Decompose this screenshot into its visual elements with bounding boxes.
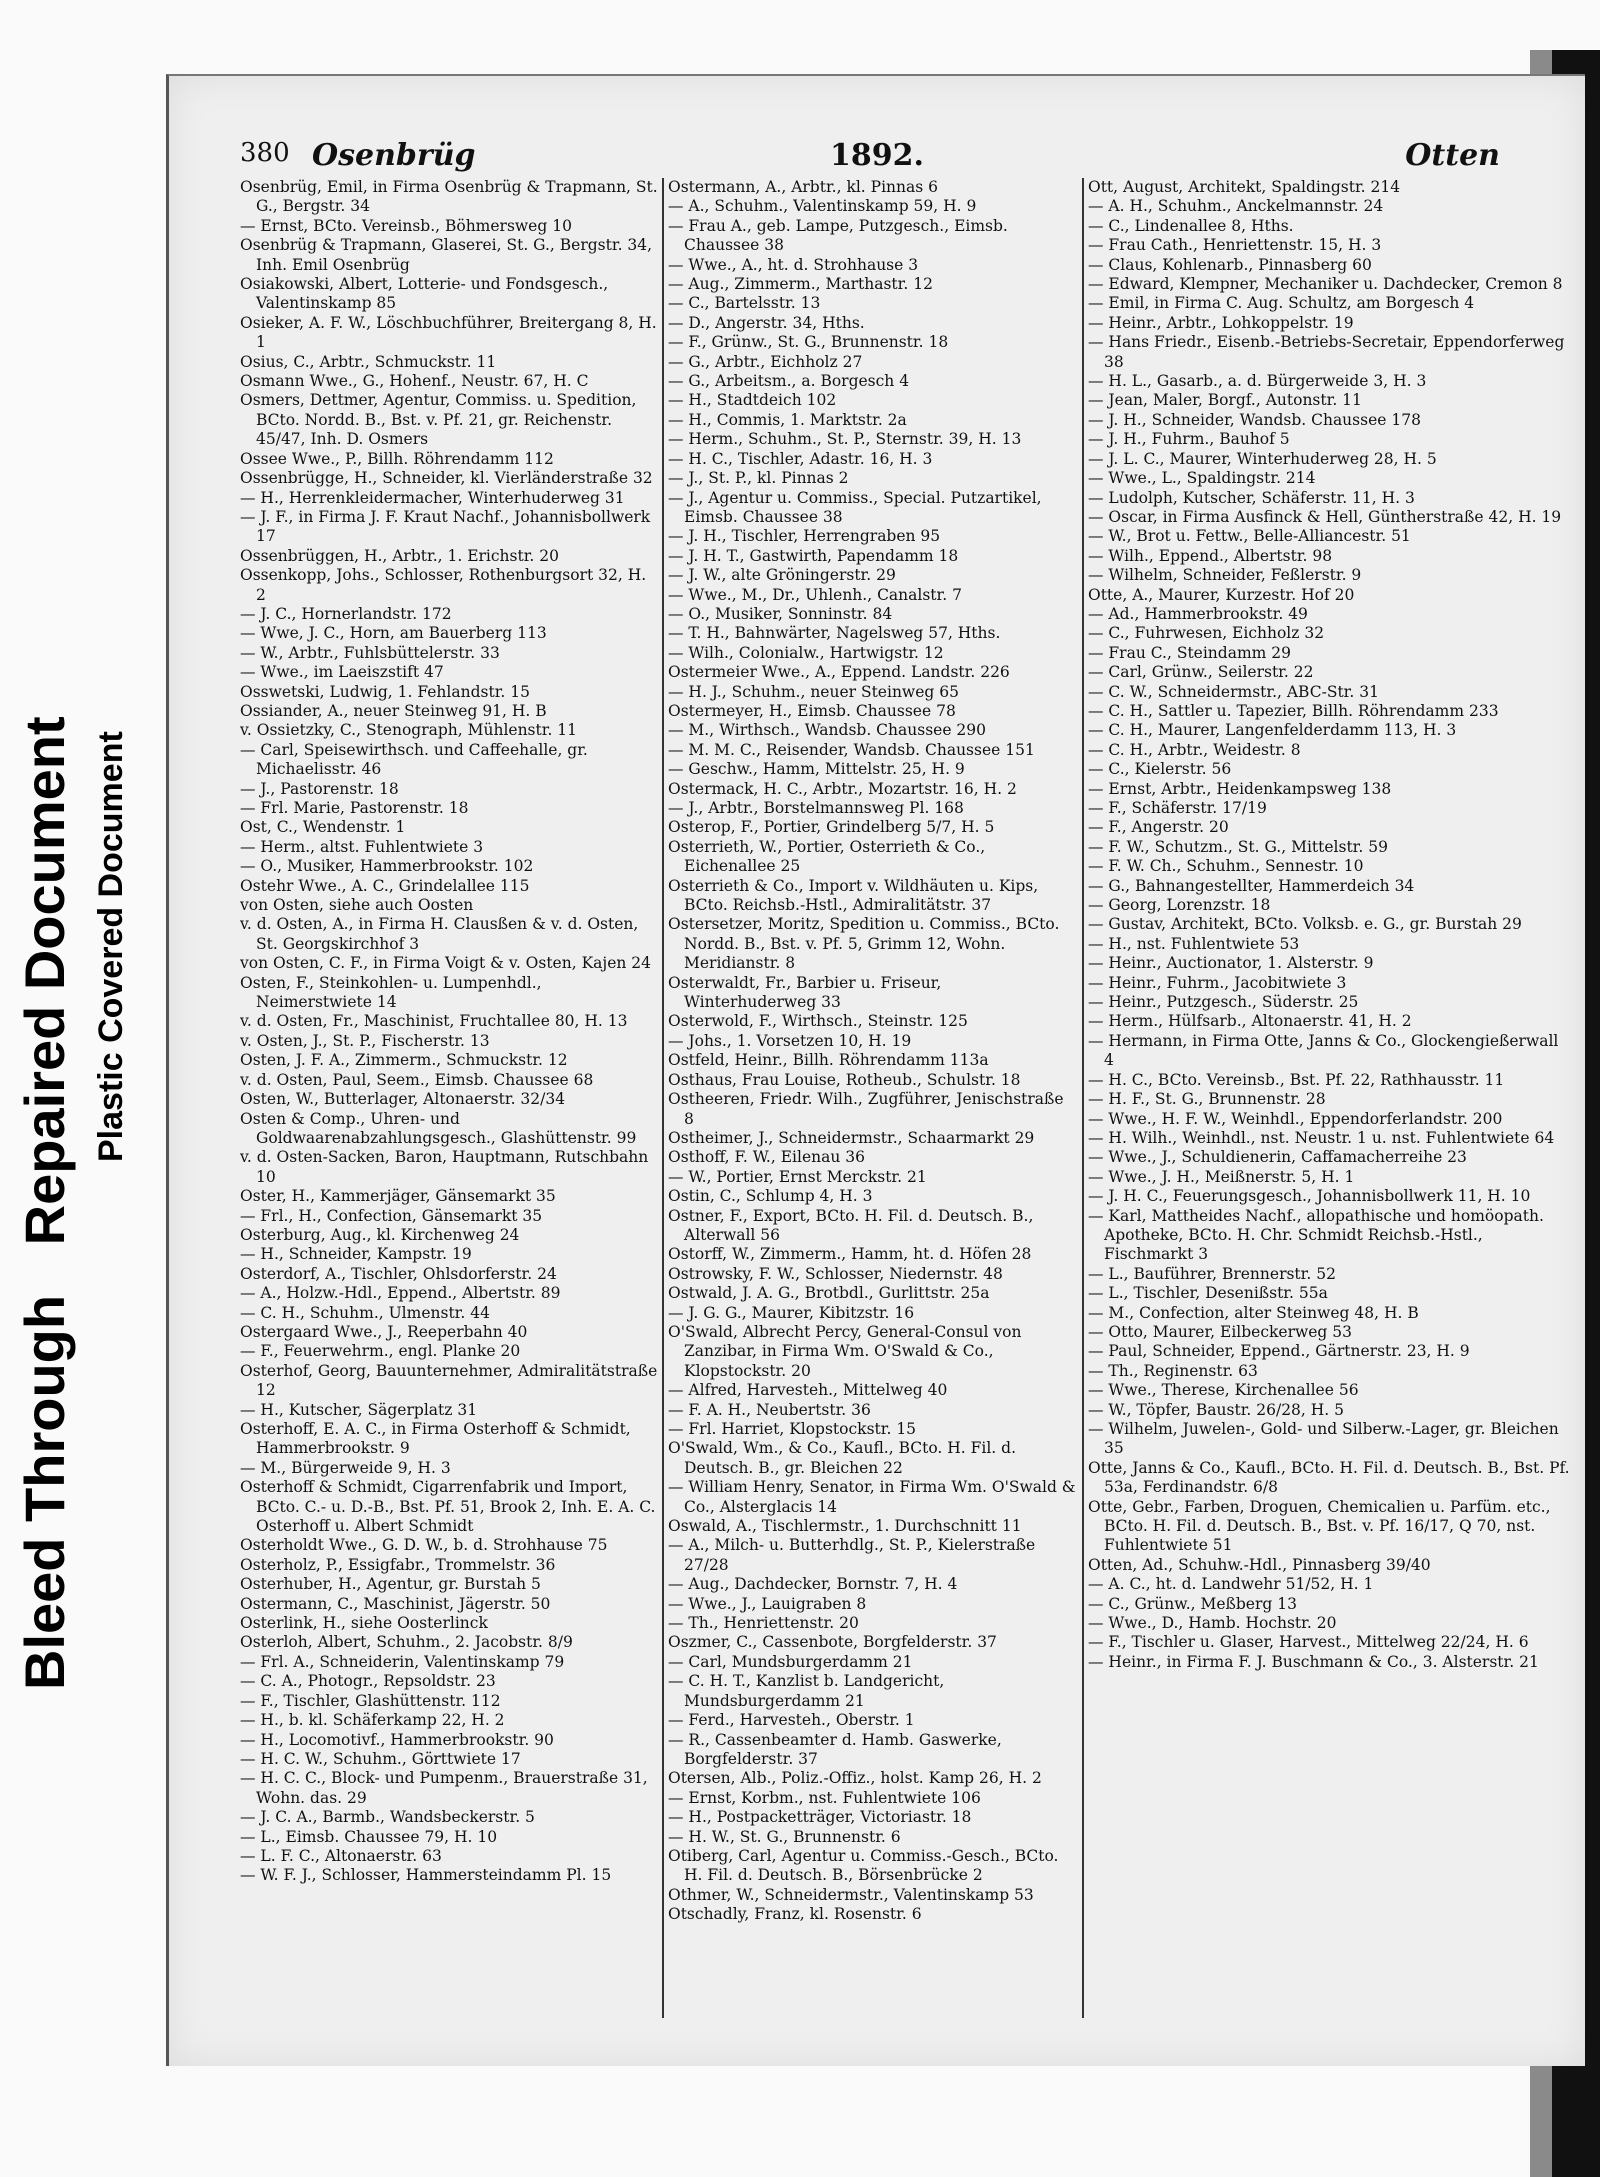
directory-entry: — H. W., St. G., Brunnenstr. 6	[668, 1827, 901, 1846]
directory-entry: Ostrowsky, F. W., Schlosser, Niedernstr. 48	[668, 1264, 1003, 1283]
directory-entry: v. d. Osten-Sacken, Baron, Hauptmann, Rutschbahn 10	[240, 1148, 649, 1186]
directory-entry: — Geschw., Hamm, Mittelstr. 25, H. 9	[668, 760, 965, 779]
directory-entry: — J. G. G., Maurer, Kibitzstr. 16	[668, 1303, 915, 1322]
directory-entry: — G., Arbtr., Eichholz 27	[668, 352, 863, 371]
directory-entry: — H. L., Gasarb., a. d. Bürgerweide 3, H. 3	[1088, 372, 1427, 391]
directory-entry: — C., Kielerstr. 56	[1088, 760, 1232, 779]
directory-entry: — H., Kutscher, Sägerplatz 31	[240, 1400, 478, 1419]
directory-entry: Ostner, F., Export, BCto. H. Fil. d. Deutsch. B., Alterwall 56	[668, 1206, 1034, 1244]
directory-entry: — Frl. Marie, Pastorenstr. 18	[240, 799, 469, 817]
directory-entry: Osieker, A. F. W., Löschbuchführer, Breitergang 8, H. 1	[240, 313, 657, 352]
directory-entry: — H., b. kl. Schäferkamp 22, H. 2	[240, 1711, 505, 1730]
directory-entry: Osenbrüg, Emil, in Firma Osenbrüg & Trapmann, St. G., Bergstr. 34	[240, 178, 658, 216]
directory-entry: — Heinr., Arbtr., Lohkoppelstr. 19	[1088, 313, 1354, 332]
directory-entry: — J. W., alte Gröningerstr. 29	[668, 566, 896, 585]
directory-entry: — Carl, Speisewirthsch. und Caffeehalle, gr. Michaelisstr. 46	[240, 740, 588, 779]
directory-entry: — O., Musiker, Sonninstr. 84	[668, 604, 893, 623]
directory-entry: — A. H., Schuhm., Anckelmannstr. 24	[1088, 197, 1384, 216]
directory-entry: — F., Grünw., St. G., Brunnenstr. 18	[668, 333, 949, 352]
directory-entry: Osius, C., Arbtr., Schmuckstr. 11	[240, 352, 497, 371]
directory-entry: — H., Stadtdeich 102	[668, 391, 837, 410]
directory-entry: — Wwe., D., Hamb. Hochstr. 20	[1088, 1614, 1337, 1633]
directory-entry: — Heinr., Fuhrm., Jacobitwiete 3	[1088, 973, 1347, 992]
label-plastic-covered: Plastic Covered Document	[92, 731, 130, 1162]
directory-entry: — Karl, Mattheides Nachf., allopathische und homöopath. Apotheke, BCto. H. Chr. Schmidt Reichsb.-Hstl., Fischmarkt 3	[1088, 1206, 1544, 1264]
directory-entry: — Frau A., geb. Lampe, Putzgesch., Eimsb. Chaussee 38	[668, 216, 1008, 255]
directory-entry: Ostersetzer, Moritz, Spedition u. Commiss., BCto. Nordd. B., Bst. v. Pf. 5, Grimm 12, Wohn. Meridianstr. 8	[668, 915, 1060, 973]
directory-entry: — F., Schäferstr. 17/19	[1088, 799, 1267, 817]
directory-entry: — L., Tischler, Desenißstr. 55a	[1088, 1284, 1328, 1303]
directory-entry: — Wwe, J. C., Horn, am Bauerberg 113	[240, 624, 547, 643]
directory-entry: — F., Angerstr. 20	[1088, 818, 1229, 837]
directory-entry: — M. M. C., Reisender, Wandsb. Chaussee 151	[668, 740, 1035, 759]
directory-entry: — J., Arbtr., Borstelmannsweg Pl. 168	[668, 799, 964, 817]
directory-entry: — G., Arbeitsm., a. Borgesch 4	[668, 372, 910, 391]
directory-entry: — Wilh., Colonialw., Hartwigstr. 12	[668, 643, 944, 662]
directory-entry: Osthoff, F. W., Eilenau 36	[668, 1148, 865, 1167]
directory-column-2	[668, 178, 1078, 2038]
directory-entry: — C., Lindenallee 8, Hths.	[1088, 216, 1294, 235]
directory-entry: Osthaus, Frau Louise, Rotheub., Schulstr. 18	[668, 1070, 1021, 1089]
directory-entry: Ost, C., Wendenstr. 1	[240, 818, 406, 837]
directory-entry: Ossenkopp, Johs., Schlosser, Rothenburgsort 32, H. 2	[240, 566, 647, 604]
directory-entry: — Heinr., Auctionator, 1. Alsterstr. 9	[1088, 954, 1374, 973]
directory-entry: — H., Commis, 1. Marktstr. 2a	[668, 410, 907, 429]
directory-entry: — Wwe., L., Spaldingstr. 214	[1088, 469, 1316, 488]
directory-entry: — Wwe., J., Lauigraben 8	[668, 1594, 867, 1613]
directory-entry: — J. H. T., Gastwirth, Papendamm 18	[668, 546, 959, 565]
directory-entry: — Ernst, Arbtr., Heidenkampsweg 138	[1088, 779, 1392, 798]
directory-entry: Osswetski, Ludwig, 1. Fehlandstr. 15	[240, 682, 530, 701]
directory-entry: — C., Fuhrwesen, Eichholz 32	[1088, 624, 1325, 643]
directory-entry: — Wwe., H. F. W., Weinhdl., Eppendorferlandstr. 200	[1088, 1109, 1503, 1128]
directory-entry: — Georg, Lorenzstr. 18	[1088, 896, 1271, 915]
right-running-title: Otten	[1405, 138, 1500, 173]
directory-entry: — J. H. C., Feuerungsgesch., Johannisbollwerk 11, H. 10	[1088, 1187, 1531, 1206]
directory-entry: Ostermack, H. C., Arbtr., Mozartstr. 16, H. 2	[668, 779, 1017, 798]
directory-entry: — J., Agentur u. Commiss., Special. Putzartikel, Eimsb. Chaussee 38	[668, 488, 1042, 526]
directory-entry: — J., Pastorenstr. 18	[240, 779, 399, 798]
directory-entry: — W. F. J., Schlosser, Hammersteindamm Pl. 15	[240, 1866, 612, 1885]
directory-entry: Oswald, A., Tischlermstr., 1. Durchschnitt 11	[668, 1517, 1022, 1536]
directory-entry: — Hermann, in Firma Otte, Janns & Co., Glockengießerwall 4	[1088, 1031, 1559, 1070]
directory-entry: — A., Schuhm., Valentinskamp 59, H. 9	[668, 197, 977, 216]
directory-column-3	[1088, 178, 1570, 2038]
directory-entry: — W., Brot u. Fettw., Belle-Alliancestr. 51	[1088, 527, 1411, 546]
directory-entry: — A., Milch- u. Butterhdlg., St. P., Kielerstraße 27/28	[668, 1536, 1036, 1574]
directory-entry: — J. F., in Firma J. F. Kraut Nachf., Johannisbollwerk 17	[240, 507, 651, 546]
page-number: 380	[240, 138, 290, 168]
directory-entry: — J. H., Fuhrm., Bauhof 5	[1088, 430, 1290, 449]
directory-entry: — Aug., Dachdecker, Bornstr. 7, H. 4	[668, 1575, 958, 1594]
column-divider	[662, 178, 664, 2018]
directory-entry: Osten, J. F. A., Zimmerm., Schmuckstr. 12	[240, 1051, 568, 1070]
directory-entry: — H., Postpacketträger, Victoriastr. 18	[668, 1808, 972, 1827]
directory-entry: — Herm., Schuhm., St. P., Sternstr. 39, H. 13	[668, 430, 1022, 449]
directory-entry: v. d. Osten, Fr., Maschinist, Fruchtallee 80, H. 13	[240, 1012, 628, 1031]
directory-entry: — J. L. C., Maurer, Winterhuderweg 28, H. 5	[1088, 449, 1437, 468]
directory-entry: Osten & Comp., Uhren- und Goldwaarenabzahlungsgesch., Glashüttenstr. 99	[240, 1109, 637, 1147]
column-divider	[1082, 178, 1084, 2018]
directory-entry: — C. H., Schuhm., Ulmenstr. 44	[240, 1303, 490, 1322]
directory-entry: Ostermeier Wwe., A., Eppend. Landstr. 226	[668, 663, 1010, 682]
directory-entry: — A., Holzw.-Hdl., Eppend., Albertstr. 89	[240, 1284, 561, 1303]
directory-entry: Otersen, Alb., Poliz.-Offiz., holst. Kamp 26, H. 2	[668, 1769, 1042, 1788]
directory-entry: Osterrieth, W., Portier, Osterrieth & Co., Eichenallee 25	[668, 837, 986, 876]
directory-entry: — C. H., Sattler u. Tapezier, Billh. Röhrendamm 233	[1088, 701, 1499, 720]
directory-entry: Osiakowski, Albert, Lotterie- und Fondsgesch., Valentinskamp 85	[240, 275, 609, 313]
directory-entry: Ott, August, Architekt, Spaldingstr. 214	[1088, 178, 1401, 196]
directory-entry: — Johs., 1. Vorsetzen 10, H. 19	[668, 1031, 912, 1050]
directory-entry: Ossenbrüggen, H., Arbtr., 1. Erichstr. 20	[240, 546, 560, 565]
directory-entry: — Emil, in Firma C. Aug. Schultz, am Borgesch 4	[1088, 294, 1475, 313]
directory-entry: — D., Angerstr. 34, Hths.	[668, 313, 865, 332]
directory-entry: — L., Bauführer, Brennerstr. 52	[1088, 1264, 1336, 1283]
directory-entry: — Wwe., im Laeiszstift 47	[240, 663, 444, 682]
directory-entry: v. d. Osten, A., in Firma H. Clausßen & v. d. Osten, St. Georgskirchhof 3	[240, 915, 639, 953]
directory-entry: Osterwaldt, Fr., Barbier u. Friseur, Winterhuderweg 33	[668, 973, 942, 1012]
directory-entry: — H., Locomotivf., Hammerbrookstr. 90	[240, 1730, 554, 1749]
directory-entry: — Ferd., Harvesteh., Oberstr. 1	[668, 1711, 915, 1730]
directory-entry: — O., Musiker, Hammerbrookstr. 102	[240, 857, 534, 876]
directory-entry: — Frl. A., Schneiderin, Valentinskamp 79	[240, 1652, 565, 1671]
directory-entry: — M., Wirthsch., Wandsb. Chaussee 290	[668, 721, 987, 740]
directory-entry: Ostehr Wwe., A. C., Grindelallee 115	[240, 876, 530, 895]
directory-entry: Osmers, Dettmer, Agentur, Commiss. u. Spedition, BCto. Nordd. B., Bst. v. Pf. 21, gr. Reichenstr. 45/47, Inh. D. Osmers	[240, 391, 637, 449]
directory-entry: — J. H., Schneider, Wandsb. Chaussee 178	[1088, 410, 1421, 429]
directory-entry: — Edward, Klempner, Mechaniker u. Dachdecker, Cremon 8	[1088, 275, 1563, 294]
directory-entry: — Wwe., A., ht. d. Strohhause 3	[668, 255, 919, 274]
directory-entry: — W., Arbtr., Fuhlsbüttelerstr. 33	[240, 643, 500, 662]
directory-entry: — Frau C., Steindamm 29	[1088, 643, 1291, 662]
directory-entry: — Wwe., Therese, Kirchenallee 56	[1088, 1381, 1359, 1400]
directory-entry: — T. H., Bahnwärter, Nagelsweg 57, Hths.	[668, 624, 1001, 643]
directory-entry: Osterhuber, H., Agentur, gr. Burstah 5	[240, 1575, 541, 1594]
directory-entry: — Jean, Maler, Borgf., Autonstr. 11	[1088, 391, 1362, 410]
directory-entry: — F., Tischler u. Glaser, Harvest., Mittelweg 22/24, H. 6	[1088, 1633, 1529, 1652]
directory-entry: Osterrieth & Co., Import v. Wildhäuten u. Kips, BCto. Reichsb.-Hstl., Admiralitätstr. 37	[668, 876, 1039, 915]
side-label-group	[12, 682, 77, 1690]
directory-entry: — C. A., Photogr., Repsoldstr. 23	[240, 1672, 496, 1691]
directory-entry: — Frl. Harriet, Klopstockstr. 15	[668, 1420, 917, 1438]
page-header	[240, 138, 1560, 178]
directory-entry: von Osten, siehe auch Oosten	[240, 896, 474, 915]
directory-entry: — F. W., Schutzm., St. G., Mittelstr. 59	[1088, 837, 1388, 856]
directory-entry: Osterop, F., Portier, Grindelberg 5/7, H. 5	[668, 818, 995, 837]
directory-entry: — Aug., Zimmerm., Marthastr. 12	[668, 275, 933, 294]
directory-entry: — William Henry, Senator, in Firma Wm. O'Swald & Co., Alsterglacis 14	[668, 1478, 1076, 1516]
directory-entry: — M., Bürgerweide 9, H. 3	[240, 1458, 451, 1477]
directory-entry: — Carl, Grünw., Seilerstr. 22	[1088, 663, 1314, 682]
directory-entry: — W., Töpfer, Baustr. 26/28, H. 5	[1088, 1400, 1345, 1419]
left-running-title: Osenbrüg	[312, 138, 476, 173]
directory-entry: Ossee Wwe., P., Billh. Röhrendamm 112	[240, 449, 554, 468]
directory-entry: — H. C., Tischler, Adastr. 16, H. 3	[668, 449, 933, 468]
directory-entry: — Alfred, Harvesteh., Mittelweg 40	[668, 1381, 948, 1400]
directory-entry: Ostheimer, J., Schneidermstr., Schaarmarkt 29	[668, 1128, 1035, 1147]
directory-entry: — C. H., Maurer, Langenfelderdamm 113, H. 3	[1088, 721, 1457, 740]
directory-entry: — J. C. A., Barmb., Wandsbeckerstr. 5	[240, 1808, 535, 1827]
directory-entry: — M., Confection, alter Steinweg 48, H. B	[1088, 1303, 1419, 1322]
directory-entry: — J., St. P., kl. Pinnas 2	[668, 469, 849, 488]
directory-entry: — F. A. H., Neubertstr. 36	[668, 1400, 871, 1419]
directory-entry: — Hans Friedr., Eisenb.-Betriebs-Secretair, Eppendorferweg 38	[1088, 333, 1565, 371]
directory-entry: — H. C., BCto. Vereinsb., Bst. Pf. 22, Rathhausstr. 11	[1088, 1070, 1505, 1089]
directory-entry: Otte, A., Maurer, Kurzestr. Hof 20	[1088, 585, 1355, 604]
directory-entry: Ostermann, C., Maschinist, Jägerstr. 50	[240, 1594, 551, 1613]
directory-entry: — L., Eimsb. Chaussee 79, H. 10	[240, 1827, 498, 1846]
directory-entry: — C. W., Schneidermstr., ABC-Str. 31	[1088, 682, 1379, 701]
directory-entry: — Wwe., M., Dr., Uhlenh., Canalstr. 7	[668, 585, 962, 604]
directory-entry: Osmann Wwe., G., Hohenf., Neustr. 67, H. C	[240, 372, 589, 391]
directory-entry: — H. F., St. G., Brunnenstr. 28	[1088, 1090, 1326, 1109]
directory-entry: — Paul, Schneider, Eppend., Gärtnerstr. 23, H. 9	[1088, 1342, 1470, 1361]
directory-entry: — H. Wilh., Weinhdl., nst. Neustr. 1 u. nst. Fuhlentwiete 64	[1088, 1128, 1555, 1147]
directory-entry: Otten, Ad., Schuhw.-Hdl., Pinnasberg 39/40	[1088, 1555, 1431, 1574]
directory-entry: — Heinr., Putzgesch., Süderstr. 25	[1088, 993, 1359, 1012]
directory-entry: Otte, Gebr., Farben, Droguen, Chemicalien u. Parfüm. etc., BCto. H. Fil. d. Deutsch. B., Bst. v. Pf. 16/17, Q 70, nst. Fuhlentwiete 51	[1088, 1497, 1551, 1555]
directory-entry: — Carl, Mundsburgerdamm 21	[668, 1652, 913, 1671]
directory-entry: — F., Feuerwehrm., engl. Planke 20	[240, 1342, 521, 1361]
directory-entry: — Gustav, Architekt, BCto. Volksb. e. G., gr. Burstah 29	[1088, 915, 1522, 934]
directory-entry: Ostergaard Wwe., J., Reeperbahn 40	[240, 1322, 528, 1341]
directory-entry: — H. C. C., Block- und Pumpenm., Brauerstraße 31, Wohn. das. 29	[240, 1769, 648, 1807]
directory-entry: — J. H., Tischler, Herrengraben 95	[668, 527, 941, 546]
directory-entry: — H. C. W., Schuhm., Görttwiete 17	[240, 1749, 521, 1768]
directory-entry: v. d. Osten, Paul, Seem., Eimsb. Chaussee 68	[240, 1070, 594, 1089]
directory-entry: — C., Bartelsstr. 13	[668, 294, 821, 313]
directory-entry: — C. H., Arbtr., Weidestr. 8	[1088, 740, 1301, 759]
directory-entry: — Th., Henriettenstr. 20	[668, 1614, 859, 1633]
directory-entry: — A. C., ht. d. Landwehr 51/52, H. 1	[1088, 1575, 1374, 1594]
directory-entry: — H., nst. Fuhlentwiete 53	[1088, 934, 1300, 953]
directory-entry: — J. C., Hornerlandstr. 172	[240, 604, 452, 623]
directory-entry: — Otto, Maurer, Eilbeckerweg 53	[1088, 1322, 1353, 1341]
directory-entry: — C., Grünw., Meßberg 13	[1088, 1594, 1297, 1613]
directory-entry: Oszmer, C., Cassenbote, Borgfelderstr. 37	[668, 1633, 997, 1652]
directory-entry: — Ludolph, Kutscher, Schäferstr. 11, H. 3	[1088, 488, 1415, 507]
directory-entry: — Frl., H., Confection, Gänsemarkt 35	[240, 1206, 543, 1225]
directory-entry: — F. W. Ch., Schuhm., Sennestr. 10	[1088, 857, 1364, 876]
directory-entry: Ossenbrügge, H., Schneider, kl. Vierländerstraße 32	[240, 469, 653, 488]
label-repaired-document: Repaired Document	[13, 716, 76, 1246]
directory-entry: Oster, H., Kammerjäger, Gänsemarkt 35	[240, 1187, 556, 1206]
directory-entry: — L. F. C., Altonaerstr. 63	[240, 1846, 442, 1865]
directory-entry: Osterloh, Albert, Schuhm., 2. Jacobstr. 8/9	[240, 1633, 573, 1652]
year-title: 1892.	[830, 138, 924, 173]
directory-entry: — Ad., Hammerbrookstr. 49	[1088, 604, 1308, 623]
directory-entry: — Frau Cath., Henriettenstr. 15, H. 3	[1088, 236, 1382, 255]
directory-entry: — H., Schneider, Kampstr. 19	[240, 1245, 472, 1264]
directory-entry: Othmer, W., Schneidermstr., Valentinskamp 53	[668, 1885, 1034, 1904]
directory-entry: — Oscar, in Firma Ausfinck & Hell, Güntherstraße 42, H. 19	[1088, 507, 1562, 526]
directory-entry: Osterlink, H., siehe Oosterlinck	[240, 1614, 488, 1633]
directory-entry: — W., Portier, Ernst Merckstr. 21	[668, 1167, 927, 1186]
directory-entry: Osterholdt Wwe., G. D. W., b. d. Strohhause 75	[240, 1536, 608, 1555]
directory-entry: Ostermeyer, H., Eimsb. Chaussee 78	[668, 701, 956, 720]
directory-entry: Osterburg, Aug., kl. Kirchenweg 24	[240, 1225, 520, 1244]
directory-entry: — Ernst, Korbm., nst. Fuhlentwiete 106	[668, 1788, 981, 1807]
directory-entry: — C. H. T., Kanzlist b. Landgericht, Mundsburgerdamm 21	[668, 1672, 945, 1710]
directory-entry: — Wilhelm, Juwelen-, Gold- und Silberw.-Lager, gr. Bleichen 35	[1088, 1420, 1559, 1458]
directory-entry: — R., Cassenbeamter d. Hamb. Gaswerke, Borgfelderstr. 37	[668, 1730, 1002, 1768]
directory-entry: Osterhoff & Schmidt, Cigarrenfabrik und Import, BCto. C.- u. D.-B., Bst. Pf. 51, Brook 2, Inh. E. A. C. Osterhoff u. Albert Schmidt	[240, 1478, 656, 1536]
directory-entry: Ostwald, J. A. G., Brotbdl., Gurlittstr. 25a	[668, 1284, 990, 1303]
directory-entry: Ostheeren, Friedr. Wilh., Zugführer, Jenischstraße 8	[668, 1090, 1064, 1128]
directory-entry: Ostfeld, Heinr., Billh. Röhrendamm 113a	[668, 1051, 989, 1070]
directory-entry: O'Swald, Wm., & Co., Kaufl., BCto. H. Fil. d. Deutsch. B., gr. Bleichen 22	[668, 1439, 1017, 1477]
directory-entry: von Osten, C. F., in Firma Voigt & v. Osten, Kajen 24	[240, 954, 651, 973]
directory-entry: Ossiander, A., neuer Steinweg 91, H. B	[240, 701, 547, 720]
directory-column-1	[240, 178, 660, 2038]
directory-entry: v. Osten, J., St. P., Fischerstr. 13	[240, 1031, 490, 1050]
directory-entry: — Wwe., J., Schuldienerin, Caffamacherreihe 23	[1088, 1148, 1467, 1167]
directory-entry: Otschadly, Franz, kl. Rosenstr. 6	[668, 1905, 922, 1924]
directory-entry: — Th., Reginenstr. 63	[1088, 1361, 1258, 1380]
directory-entry: — Herm., Hülfsarb., Altonaerstr. 41, H. 2	[1088, 1012, 1412, 1031]
directory-entry: Osten, F., Steinkohlen- u. Lumpenhdl., Neimerstwiete 14	[240, 973, 542, 1012]
directory-entry: — F., Tischler, Glashüttenstr. 112	[240, 1691, 501, 1710]
directory-entry: Osterhoff, E. A. C., in Firma Osterhoff & Schmidt, Hammerbrookstr. 9	[240, 1420, 631, 1458]
directory-entry: — H., Herrenkleidermacher, Winterhuderweg 31	[240, 488, 625, 507]
directory-entry: v. Ossietzky, C., Stenograph, Mühlenstr. 11	[240, 721, 578, 740]
directory-entry: Ostermann, A., Arbtr., kl. Pinnas 6	[668, 178, 938, 196]
directory-entry: Otte, Janns & Co., Kaufl., BCto. H. Fil. d. Deutsch. B., Bst. Pf. 53a, Ferdinandstr. 6/8	[1088, 1458, 1570, 1497]
directory-entry: — Wwe., J. H., Meißnerstr. 5, H. 1	[1088, 1167, 1355, 1186]
directory-entry: Osten, W., Butterlager, Altonaerstr. 32/34	[240, 1090, 566, 1109]
directory-entry: Osterwold, F., Wirthsch., Steinstr. 125	[668, 1012, 968, 1031]
directory-entry: Osenbrüg & Trapmann, Glaserei, St. G., Bergstr. 34, Inh. Emil Osenbrüg	[240, 236, 653, 274]
directory-entry: — Herm., altst. Fuhlentwiete 3	[240, 837, 484, 856]
directory-entry: Osterhof, Georg, Bauunternehmer, Admiralitätstraße 12	[240, 1361, 658, 1400]
directory-entry: — G., Bahnangestellter, Hammerdeich 34	[1088, 876, 1415, 895]
directory-entry: — Wilh., Eppend., Albertstr. 98	[1088, 546, 1333, 565]
label-bleed-through: Bleed Through	[13, 1294, 76, 1690]
directory-entry: Ostin, C., Schlump 4, H. 3	[668, 1187, 873, 1206]
directory-entry: — Ernst, BCto. Vereinsb., Böhmersweg 10	[240, 216, 572, 235]
directory-entry: Osterholz, P., Essigfabr., Trommelstr. 36	[240, 1555, 556, 1574]
directory-entry: — Claus, Kohlenarb., Pinnasberg 60	[1088, 255, 1372, 274]
directory-entry: — Heinr., in Firma F. J. Buschmann & Co., 3. Alsterstr. 21	[1088, 1652, 1539, 1671]
directory-entry: Otiberg, Carl, Agentur u. Commiss.-Gesch., BCto. H. Fil. d. Deutsch. B., Börsenbrücke 2	[668, 1846, 1059, 1885]
directory-entry: O'Swald, Albrecht Percy, General-Consul von Zanzibar, in Firma Wm. O'Swald & Co., Klopstockstr. 20	[668, 1322, 1022, 1380]
directory-entry: — H. J., Schuhm., neuer Steinweg 65	[668, 682, 959, 701]
directory-entry: Ostorff, W., Zimmerm., Hamm, ht. d. Höfen 28	[668, 1245, 1032, 1264]
directory-entry: Osterdorf, A., Tischler, Ohlsdorferstr. 24	[240, 1264, 557, 1283]
directory-entry: — Wilhelm, Schneider, Feßlerstr. 9	[1088, 566, 1362, 585]
